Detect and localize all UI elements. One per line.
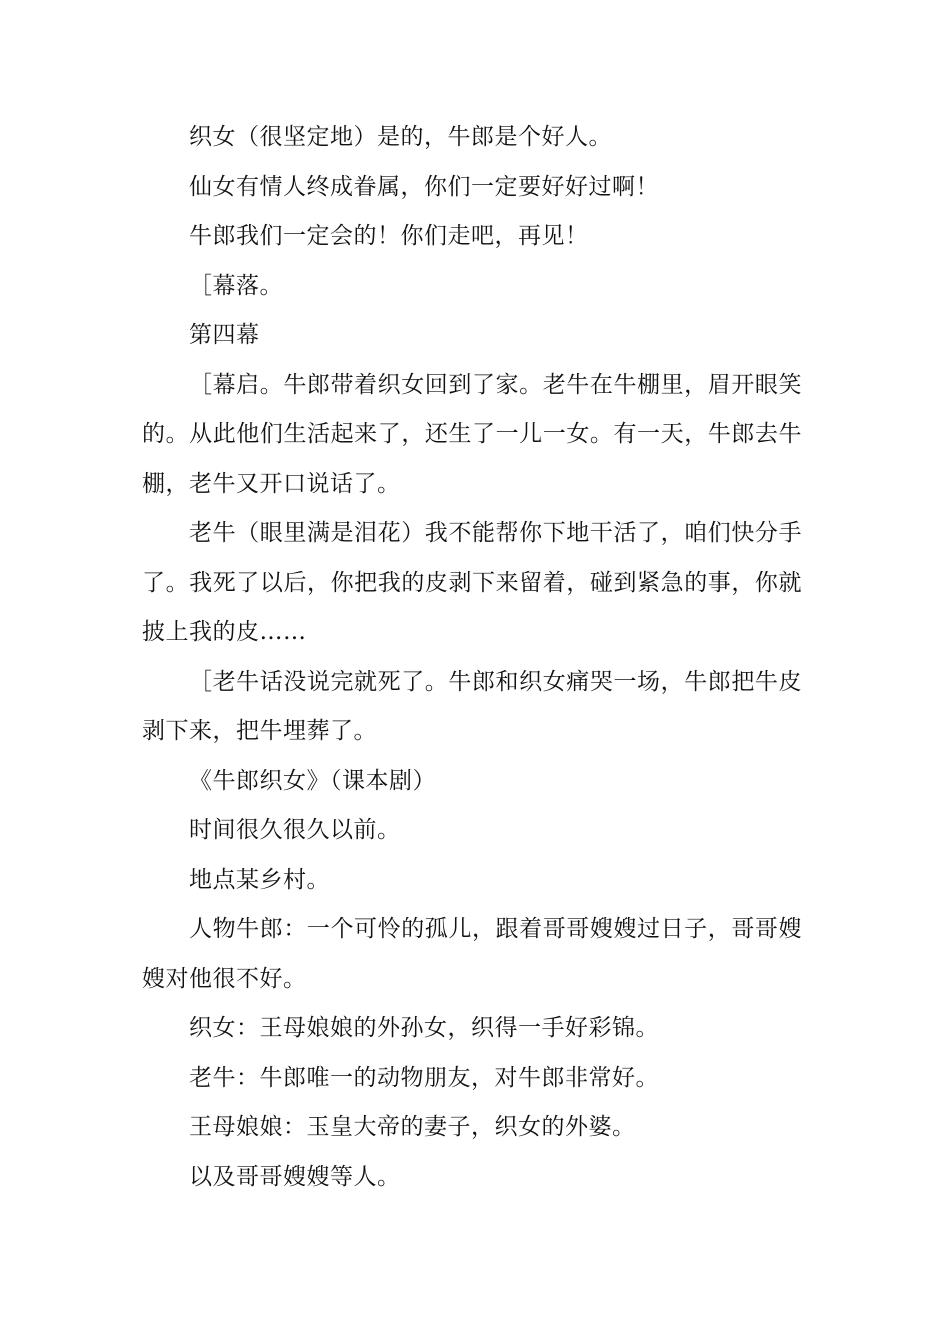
paragraph: 仙女有情人终成眷属，你们一定要好好过啊！ <box>189 173 659 200</box>
section-heading: 第四幕 <box>189 322 260 348</box>
paragraph: 老牛（眼里满是泪花）我不能帮你下地干活了，咱们快分手了。我死了以后，你把我的皮剥下来留着，碰到紧急的事，你就披上我的皮…… <box>142 520 802 645</box>
paragraph: ［幕落。 <box>189 272 283 299</box>
paragraph: 时间很久很久以前。 <box>189 817 401 843</box>
paragraph: 以及哥哥嫂嫂等人。 <box>189 1163 401 1190</box>
document-body <box>142 113 802 1202</box>
paragraph: ［老牛话没说完就死了。牛郎和织女痛哭一场，牛郎把牛皮剥下来，把牛埋葬了。 <box>142 668 802 744</box>
paragraph: 牛郎我们一定会的！你们走吧，再见！ <box>189 223 589 249</box>
paragraph: 织女：王母娘娘的外孙女，织得一手好彩锦。 <box>189 1015 659 1041</box>
paragraph: 老牛：牛郎唯一的动物朋友，对牛郎非常好。 <box>189 1064 659 1091</box>
play-title: 《牛郎织女》（课本剧） <box>189 767 436 794</box>
paragraph: 地点某乡村。 <box>189 866 330 893</box>
paragraph: 织女（很坚定地）是的，牛郎是个好人。 <box>189 124 612 150</box>
paragraph: 人物牛郎：一个可怜的孤儿，跟着哥哥嫂嫂过日子，哥哥嫂嫂对他很不好。 <box>142 916 802 992</box>
paragraph: 王母娘娘：玉皇大帝的妻子，织女的外婆。 <box>189 1114 636 1140</box>
paragraph: ［幕启。牛郎带着织女回到了家。老牛在牛棚里，眉开眼笑的。从此他们生活起来了，还生了一儿一女。有一天，牛郎去牛棚，老牛又开口说话了。 <box>142 371 802 497</box>
